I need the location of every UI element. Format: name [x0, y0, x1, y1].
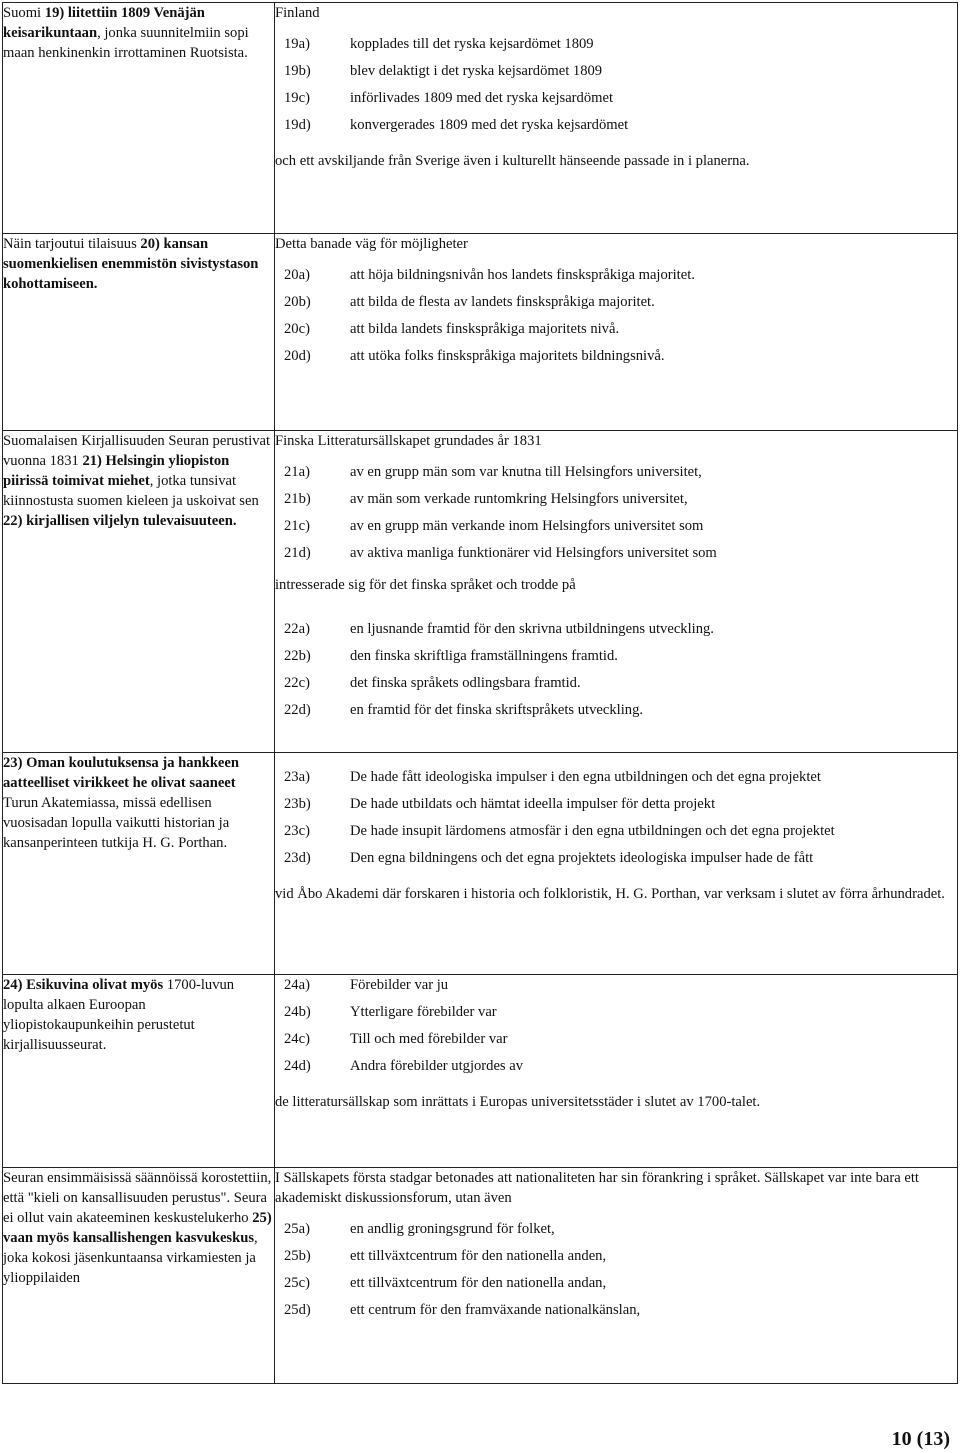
option-number: 20a) — [284, 267, 310, 283]
option-number: 19a) — [284, 36, 310, 52]
option-text: en andlig groningsgrund för folket, — [350, 1221, 555, 1237]
option-number: 22d) — [284, 702, 311, 718]
highlighted-phrase: 21) Helsingin yliopiston piirissä toimivat miehet — [3, 453, 230, 489]
option-text: av män som verkade runtomkring Helsingfors universitet, — [350, 491, 688, 507]
swedish-options-cell — [275, 1168, 958, 1384]
option-number: 24c) — [284, 1031, 310, 1047]
answer-option — [275, 700, 957, 720]
option-number: 20b) — [284, 294, 311, 310]
exam-table — [2, 2, 958, 1384]
source-text: 1700-luvun lopulta alkaen Euroopan yliopistokaupunkeihin perustetut kirjallisuusseurat. — [3, 977, 235, 1053]
highlighted-phrase: 25) vaan myös kansallishengen kasvukeskus — [3, 1210, 272, 1246]
option-text: De hade utbildats och hämtat ideella impulser för detta projekt — [350, 796, 716, 812]
swedish-options-cell — [275, 3, 958, 234]
table-row — [3, 431, 958, 753]
answer-option — [275, 673, 957, 693]
option-number: 25a) — [284, 1221, 310, 1237]
option-text: att utöka folks finskspråkiga majoritets bildningsnivå. — [350, 348, 665, 364]
option-text: av aktiva manliga funktionärer vid Helsingfors universitet som — [350, 545, 717, 561]
option-text: Till och med förebilder var — [350, 1031, 508, 1047]
option-number: 24b) — [284, 1004, 311, 1020]
option-text: införlivades 1809 med det ryska kejsardömet — [350, 90, 614, 106]
question-intro: Finland — [275, 5, 320, 21]
source-text: Suomi — [3, 5, 45, 21]
option-number: 20c) — [284, 321, 310, 337]
option-text: en ljusnande framtid för den skrivna utbildningens utveckling. — [350, 621, 714, 637]
answer-option — [275, 767, 957, 787]
highlighted-phrase: 23) Oman koulutuksensa ja hankkeen aatteelliset virikkeet he olivat saaneet — [3, 755, 240, 791]
option-number: 25c) — [284, 1275, 310, 1291]
answer-option — [275, 1056, 957, 1076]
question-continuation: de litteratursällskap som inrättats i Europas universitetsstäder i slutet av 1700-talet. — [275, 1094, 761, 1110]
option-number: 19b) — [284, 63, 311, 79]
option-number: 19d) — [284, 117, 311, 133]
finnish-source-cell — [3, 3, 275, 234]
answer-option — [275, 34, 957, 54]
table-row — [3, 975, 958, 1168]
answer-option — [275, 821, 957, 841]
finnish-source-cell — [3, 234, 275, 431]
option-text: en framtid för det finska skriftspråkets utveckling. — [350, 702, 644, 718]
option-number: 24d) — [284, 1058, 311, 1074]
answer-option — [275, 1029, 957, 1049]
answer-option — [275, 1273, 957, 1293]
source-text: Turun Akatemiassa, missä edellisen vuosisadan lopulla vaikutti historian ja kansanperinteen tutkija H. G. Porthan. — [3, 795, 230, 851]
option-number: 22b) — [284, 648, 311, 664]
answer-option — [275, 1246, 957, 1266]
question-intro: Detta banade väg för möjligheter — [275, 236, 468, 252]
question-continuation: och ett avskiljande från Sverige även i kulturellt hänseende passade in i planerna. — [275, 153, 750, 169]
source-text: Seuran ensimmäisissä säännöissä korostettiin, että "kieli on kansallisuuden perustus". Seura ei ollut vain akateeminen keskustelukerho — [3, 1170, 272, 1226]
swedish-options-cell — [275, 431, 958, 753]
highlighted-phrase: 20) kansan suomenkielisen enemmistön sivistystason kohottamiseen. — [3, 236, 259, 292]
page-number: 10 (13) — [891, 1428, 950, 1450]
answer-option — [275, 975, 957, 995]
option-text: av en grupp män som var knutna till Helsingfors universitet, — [350, 464, 702, 480]
option-text: De hade insupit lärdomens atmosfär i den egna utbildningen och det egna projektet — [350, 823, 835, 839]
answer-option — [275, 619, 957, 639]
highlighted-phrase: 24) Esikuvina olivat myös — [3, 977, 164, 993]
option-text: att höja bildningsnivån hos landets finskspråkiga majoritet. — [350, 267, 695, 283]
option-number: 25b) — [284, 1248, 311, 1264]
swedish-options-cell — [275, 234, 958, 431]
option-text: den finska skriftliga framställningens framtid. — [350, 648, 618, 664]
answer-option — [275, 489, 957, 509]
source-text: Suomalaisen Kirjallisuuden Seuran perustivat vuonna 1831 — [3, 433, 271, 469]
question-intro: I Sällskapets första stadgar betonades att nationaliteten har sin förankring i språket. Sällskapet var inte bara ett akademiskt diskussionsforum, utan även — [275, 1170, 919, 1206]
finnish-source-cell — [3, 431, 275, 753]
answer-option — [275, 88, 957, 108]
option-text: det finska språkets odlingsbara framtid. — [350, 675, 581, 691]
source-text: , jonka suunnitelmiin sopi maan henkinenkin irrottaminen Ruotsista. — [3, 25, 249, 61]
answer-option — [275, 848, 957, 868]
swedish-options-cell — [275, 975, 958, 1168]
option-number: 21d) — [284, 545, 311, 561]
finnish-source-cell — [3, 753, 275, 975]
option-text: Förebilder var ju — [350, 977, 449, 993]
option-number: 24a) — [284, 977, 310, 993]
answer-option — [275, 462, 957, 482]
option-text: Den egna bildningens och det egna projektets ideologiska impulser hade de fått — [350, 850, 814, 866]
source-text: Näin tarjoutui tilaisuus — [3, 236, 141, 252]
swedish-options-cell — [275, 753, 958, 975]
option-number: 21a) — [284, 464, 310, 480]
table-row — [3, 1168, 958, 1384]
answer-option — [275, 1002, 957, 1022]
option-number: 25d) — [284, 1302, 311, 1318]
answer-option — [275, 292, 957, 312]
answer-option — [275, 1219, 957, 1239]
option-text: ett tillväxtcentrum för den nationella anden, — [350, 1248, 607, 1264]
option-text: konvergerades 1809 med det ryska kejsardömet — [350, 117, 629, 133]
option-number: 22c) — [284, 675, 310, 691]
table-row — [3, 234, 958, 431]
option-number: 23d) — [284, 850, 311, 866]
answer-option — [275, 319, 957, 339]
option-number: 23c) — [284, 823, 310, 839]
answer-option — [275, 115, 957, 135]
answer-option — [275, 516, 957, 536]
option-number: 21c) — [284, 518, 310, 534]
answer-option — [275, 794, 957, 814]
answer-option — [275, 543, 957, 563]
option-text: av en grupp män verkande inom Helsingfors universitet som — [350, 518, 704, 534]
question-intro: Finska Litteratursällskapet grundades år 1831 — [275, 433, 542, 449]
option-text: blev delaktigt i det ryska kejsardömet 1809 — [350, 63, 603, 79]
source-text: , jotka tunsivat kiinnostusta suomen kieleen ja uskoivat sen — [3, 473, 259, 509]
option-text: ett centrum för den framväxande nationalkänslan, — [350, 1302, 641, 1318]
finnish-source-cell — [3, 975, 275, 1168]
source-text: , joka kokosi jäsenkuntaansa virkamiesten ja ylioppilaiden — [3, 1230, 258, 1286]
option-text: att bilda de flesta av landets finskspråkiga majoritet. — [350, 294, 655, 310]
option-number: 20d) — [284, 348, 311, 364]
answer-option — [275, 346, 957, 366]
highlighted-phrase: 19) liitettiin 1809 Venäjän keisarikuntaan — [3, 5, 205, 41]
answer-option — [275, 61, 957, 81]
option-number: 21b) — [284, 491, 311, 507]
answer-option — [275, 1300, 957, 1320]
highlighted-phrase: 22) kirjallisen viljelyn tulevaisuuteen. — [3, 513, 237, 529]
question-continuation: vid Åbo Akademi där forskaren i historia och folkloristik, H. G. Porthan, var verksam i slutet av förra århundradet. — [275, 886, 945, 902]
answer-option — [275, 646, 957, 666]
option-number: 22a) — [284, 621, 310, 637]
table-row — [3, 3, 958, 234]
option-number: 23b) — [284, 796, 311, 812]
finnish-source-cell — [3, 1168, 275, 1384]
table-row — [3, 753, 958, 975]
spacer — [275, 595, 957, 619]
question-continuation: intresserade sig för det finska språket och trodde på — [275, 577, 576, 593]
option-text: De hade fått ideologiska impulser i den egna utbildningen och det egna projektet — [350, 769, 821, 785]
option-text: att bilda landets finskspråkiga majoritets nivå. — [350, 321, 620, 337]
option-text: Andra förebilder utgjordes av — [350, 1058, 524, 1074]
answer-option — [275, 265, 957, 285]
option-text: kopplades till det ryska kejsardömet 1809 — [350, 36, 594, 52]
option-number: 19c) — [284, 90, 310, 106]
option-text: Ytterligare förebilder var — [350, 1004, 497, 1020]
option-number: 23a) — [284, 769, 310, 785]
option-text: ett tillväxtcentrum för den nationella andan, — [350, 1275, 607, 1291]
